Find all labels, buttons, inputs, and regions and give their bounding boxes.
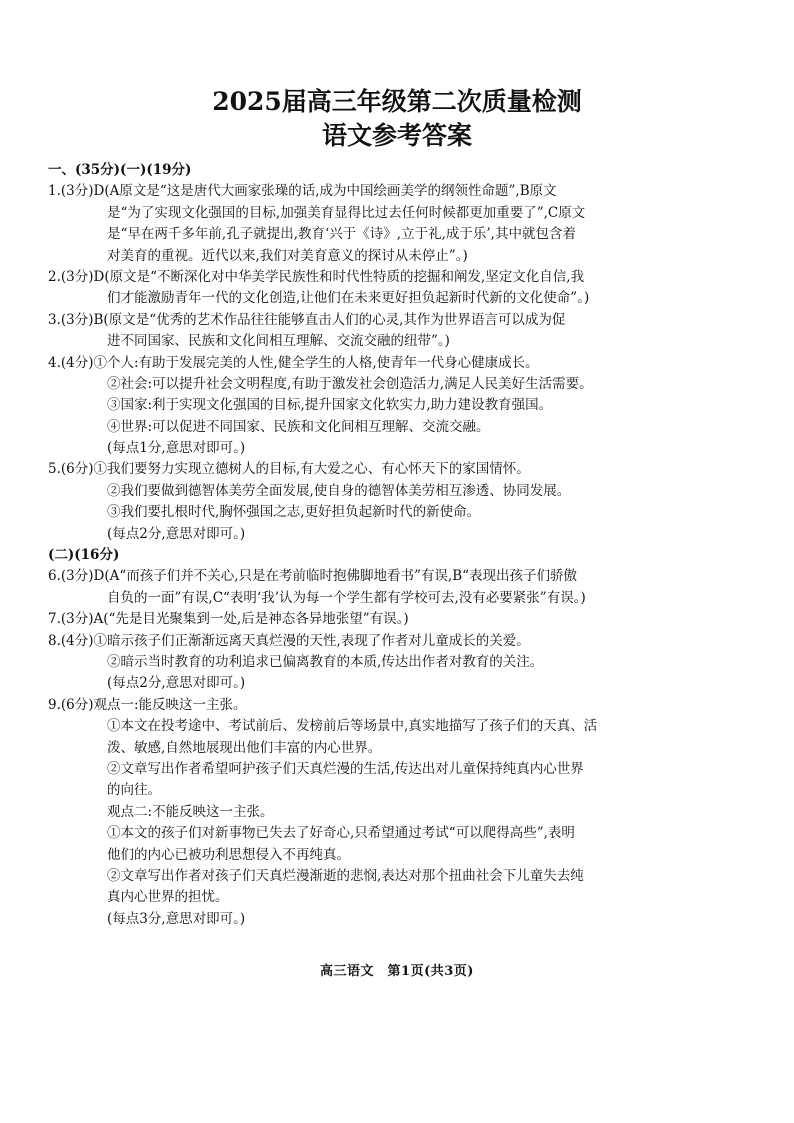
answer-line: 们才能激励青年一代的文化创造,让他们在未来更好担负起新时代新的文化使命”。) <box>107 290 590 307</box>
answer-line: 自负的一面”有误,C“表明‘我’认为每一个学生都有学校可去,没有必要紧张”有误。) <box>107 589 586 606</box>
section-heading: 一、(35分)(一)(19分) <box>48 162 192 178</box>
answer-line: (每点1分,意思对即可。) <box>107 440 246 457</box>
answer-line: 2.(3分)D(原文是“不断深化对中华美学民族性和时代性特质的挖掘和阐发,坚定文化自信,我 <box>48 268 585 285</box>
answer-line: (每点2分,意思对即可。) <box>107 525 246 542</box>
answer-line: 7.(3分)A(“先是目光聚集到一处,后是神态各异地张望”有误。) <box>48 611 409 628</box>
answer-line: 4.(4分)①个人:有助于发展完美的人性,健全学生的人格,使青年一代身心健康成长。 <box>48 354 539 371</box>
answer-line: 的向往。 <box>107 782 161 799</box>
page-footer: 高三语文 第1页(共3页) <box>320 964 474 979</box>
answer-line: ③我们要扎根时代,胸怀强国之志,更好担负起新时代的新使命。 <box>107 504 481 521</box>
answer-line: 8.(4分)①暗示孩子们正渐渐远离天真烂漫的天性,表现了作者对儿童成长的关爱。 <box>48 632 530 649</box>
answer-line: 3.(3分)B(原文是“优秀的艺术作品往往能够直击人们的心灵,其作为世界语言可以成为促 <box>48 311 566 328</box>
answer-line: 真内心世界的担忧。 <box>107 889 229 906</box>
answer-line: ①本文的孩子们对新事物已失去了好奇心,只希望通过考试“可以爬得高些”,表明 <box>107 825 575 842</box>
answer-line: 6.(3分)D(A“而孩子们并不关心,只是在考前临时抱佛脚地看书”有误,B“表现出孩子们骄傲 <box>48 568 578 585</box>
answer-line: ②我们要做到德智体美劳全面发展,使自身的德智体美劳相互渗透、协同发展。 <box>107 482 571 499</box>
answer-line: 观点二:不能反映这一主张。 <box>107 803 274 820</box>
answer-line: 泼、敏感,自然地展现出他们丰富的内心世界。 <box>107 739 382 756</box>
page-subtitle: 语文参考答案 <box>321 121 472 150</box>
answer-line: ②暗示当时教育的功利追求已偏离教育的本质,传达出作者对教育的关注。 <box>107 653 544 670</box>
answer-line: (每点3分,意思对即可。) <box>107 910 246 927</box>
answer-line: 进不同国家、民族和文化间相互理解、交流交融的纽带”。) <box>107 333 450 350</box>
answer-line: 对美育的重视。近代以来,我们对美育意义的探讨从未停止”。) <box>107 247 468 264</box>
page-title: 2025届高三年级第二次质量检测 <box>212 87 582 116</box>
answer-line: 5.(6分)①我们要努力实现立德树人的目标,有大爱之心、有心怀天下的家国情怀。 <box>48 461 530 478</box>
answer-line: (每点2分,意思对即可。) <box>107 675 246 692</box>
answer-line: ②社会:可以提升社会文明程度,有助于激发社会创造活力,满足人民美好生活需要。 <box>107 375 593 392</box>
answer-line: 是“早在两千多年前,孔子就提出,教育‘兴于《诗》,立于礼,成于乐’,其中就包含着 <box>107 226 576 243</box>
answer-line: ③国家:利于实现文化强国的目标,提升国家文化软实力,助力建设教育强国。 <box>107 397 553 414</box>
section-heading: (二)(16分) <box>48 547 120 564</box>
answer-line: ②文章写出作者对孩子们天真烂漫渐逝的悲悯,表达对那个扭曲社会下儿童失去纯 <box>107 867 584 884</box>
answer-line: ①本文在投考途中、考试前后、发榜前后等场景中,真实地描写了孩子们的天真、活 <box>107 718 598 735</box>
answer-line: ④世界:可以促进不同国家、民族和文化间相互理解、交流交融。 <box>107 418 490 435</box>
answer-line: ②文章写出作者希望呵护孩子们天真烂漫的生活,传达出对儿童保持纯真内心世界 <box>107 760 584 777</box>
answer-line: 他们的内心已被功利思想侵入不再纯真。 <box>107 846 350 863</box>
answer-line: 1.(3分)D(A原文是“这是唐代大画家张璪的话,成为中国绘画美学的纲领性命题”,B原文 <box>48 183 557 200</box>
answer-content <box>48 160 748 930</box>
answer-line: 是“为了实现文化强国的目标,加强美育显得比过去任何时候都更加重要了”,C原文 <box>107 204 586 221</box>
answer-line: 9.(6分)观点一:能反映这一主张。 <box>48 696 247 713</box>
